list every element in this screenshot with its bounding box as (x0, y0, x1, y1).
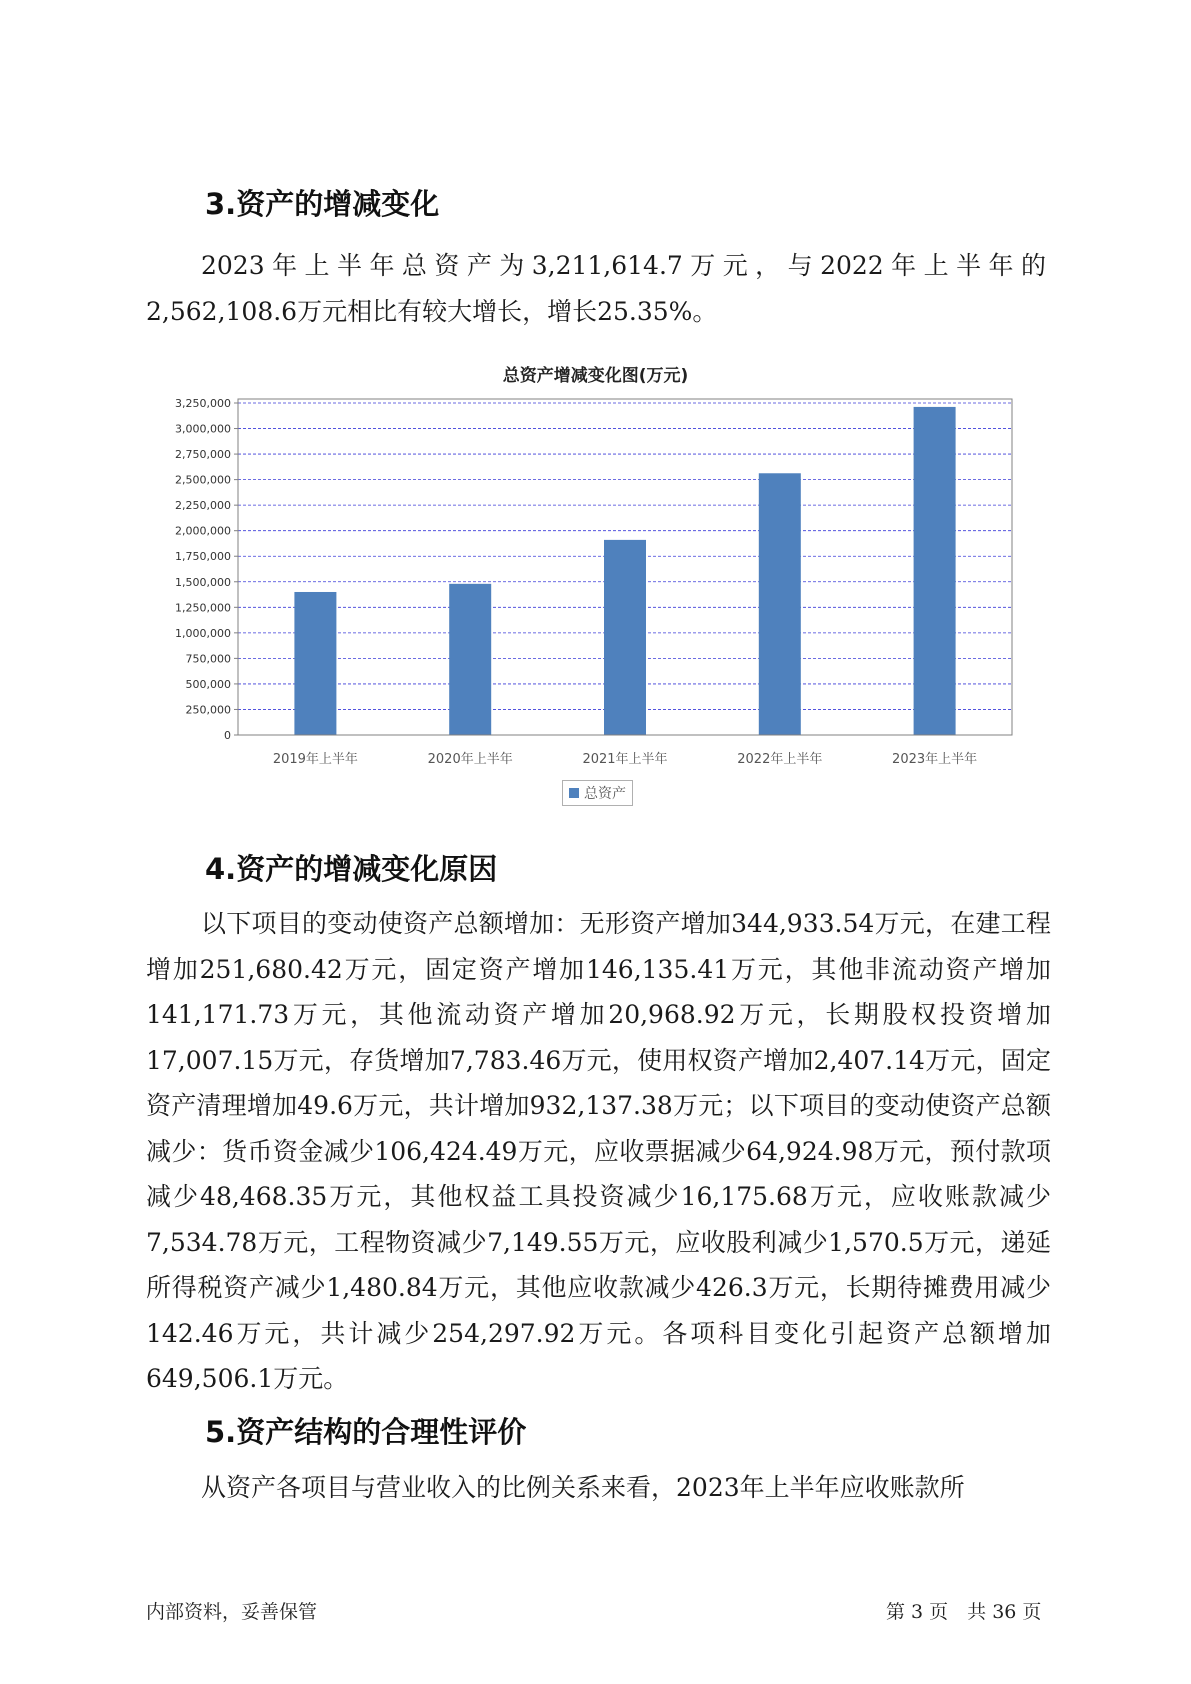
section-paragraph: 从资产各项目与营业收入的比例关系来看，2023年上半年应收账款所 (201, 1473, 965, 1502)
chart-bars (294, 407, 955, 735)
y-tick-label: 0 (224, 729, 231, 742)
y-tick-label: 1,500,000 (175, 575, 231, 589)
bar (294, 592, 336, 735)
legend-label: 总资产 (584, 786, 626, 802)
y-tick-label: 3,250,000 (175, 397, 231, 410)
y-tick-label: 750,000 (185, 652, 231, 666)
y-tick-label: 3,000,000 (175, 422, 231, 436)
y-tick-label: 2,750,000 (175, 448, 231, 462)
x-tick-label: 2020年上半年 (427, 752, 513, 767)
y-tick-label: 2,500,000 (175, 473, 231, 487)
bar (604, 540, 646, 735)
x-tick-label: 2022年上半年 (737, 752, 823, 767)
bar (759, 473, 801, 735)
section-paragraph: 2023年上半年总资产为3,211,614.7万元，与2022年上半年的2,562,108.6万元相比有较大增长，增长25.35%。 (146, 251, 1046, 326)
x-tick-label: 2019年上半年 (272, 752, 358, 767)
chart-y-ticks (175, 397, 238, 742)
y-tick-label: 1,000,000 (175, 626, 231, 640)
footer-note: 内部资料，妥善保管 (146, 1601, 318, 1623)
chart-x-ticks (273, 751, 977, 767)
chart-title: 总资产增减变化图(万元) (502, 366, 689, 386)
x-tick-label: 2021年上半年 (582, 752, 668, 767)
page-number: 第 3 页 共 36 页 (886, 1601, 1042, 1623)
bar (914, 407, 956, 735)
x-tick-label: 2023年上半年 (892, 752, 978, 767)
section-heading: 5.资产结构的合理性评价 (205, 1415, 527, 1449)
y-tick-label: 500,000 (185, 677, 231, 691)
y-tick-label: 2,000,000 (175, 524, 231, 538)
bar (449, 584, 491, 735)
section-heading: 4.资产的增减变化原因 (205, 852, 498, 886)
y-tick-label: 250,000 (185, 703, 231, 717)
y-tick-label: 1,250,000 (175, 601, 231, 615)
y-tick-label: 1,750,000 (175, 550, 231, 564)
section-paragraph: 以下项目的变动使资产总额增加：无形资产增加344,933.54万元，在建工程增加251,680.42万元，固定资产增加146,135.41万元，其他非流动资产增加141,171.73万元，其他流动资产增加20,968.92万元，长期股权投资增加17,007.15万元，存货增加7,783.46万元，使用权资产增加2,407.14万元，固定资产清理增加49.6万元，共计增加932,137.38万元；以下项目的变动使资产总额减少：货币资金减少106,424.49万元，应收票据减少64,924.98万元，预付款项减少48,468.35万元，其他权益工具投资减少16,175.68万元，应收账款减少7,534.78万元，工程物资减少7,149.55万元，应收股利减少1,570.5万元，递延所得税资产减少1,480.84万元，其他应收款减少426.3万元，长期待摊费用减少142.46万元，共计减少254,297.92万元。各项科目变化引起资产总额增加649,506.1万元。 (146, 909, 1051, 1393)
bar-chart (0, 0, 1191, 820)
y-tick-label: 2,250,000 (175, 499, 231, 513)
section-heading: 3.资产的增减变化 (205, 187, 440, 221)
chart-legend (562, 780, 633, 806)
legend-swatch (569, 788, 579, 798)
